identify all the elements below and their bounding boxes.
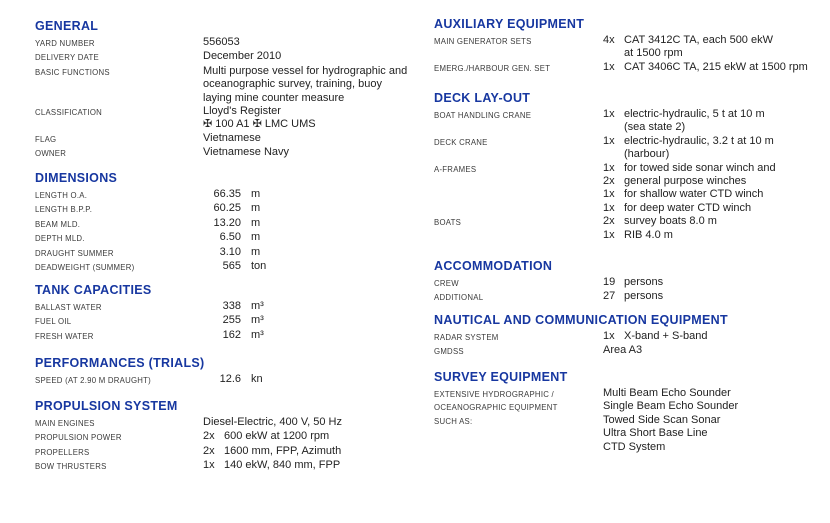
section-title: PERFORMANCES (TRIALS) bbox=[35, 356, 205, 370]
spec-value-line bbox=[603, 61, 826, 74]
value-text: Diesel-Electric, 400 V, 50 Hz bbox=[203, 416, 342, 428]
spec-value-line bbox=[203, 445, 427, 458]
section-deck-lay-out bbox=[434, 91, 826, 242]
spec-label: PROPULSION POWER bbox=[35, 433, 122, 443]
spec-value bbox=[603, 162, 826, 216]
spec-label: CREW bbox=[434, 279, 459, 288]
spec-value bbox=[203, 217, 427, 230]
spec-value bbox=[203, 202, 427, 215]
spec-value bbox=[203, 65, 427, 105]
spec-value-line bbox=[603, 229, 826, 242]
spec-row bbox=[434, 387, 826, 454]
value-text: 556053 bbox=[203, 36, 240, 48]
quantity: 1x bbox=[603, 161, 615, 174]
value-text: CTD System bbox=[603, 440, 666, 453]
spec-value-line bbox=[203, 78, 427, 91]
spec-row bbox=[35, 50, 427, 64]
spec-value-line bbox=[603, 330, 826, 343]
spec-label: BOW THRUSTERS bbox=[35, 462, 107, 472]
spec-value-line bbox=[203, 314, 427, 327]
spec-row bbox=[35, 329, 427, 343]
value-text: RIB 4.0 m bbox=[624, 228, 673, 241]
section-general bbox=[35, 19, 427, 161]
spec-value-line bbox=[203, 231, 427, 244]
spec-value bbox=[203, 329, 427, 342]
spec-value bbox=[203, 132, 427, 145]
spec-value-line bbox=[603, 414, 826, 427]
spec-value bbox=[603, 215, 826, 242]
spec-row bbox=[434, 276, 826, 290]
value-text: general purpose winches bbox=[624, 175, 747, 188]
value-number: 6.50 bbox=[219, 231, 241, 244]
spec-label: BOATS bbox=[434, 218, 462, 228]
spec-value-line bbox=[203, 188, 427, 201]
value-text: Vietnamese Navy bbox=[203, 146, 290, 159]
spec-value-line bbox=[203, 373, 427, 386]
spec-row bbox=[35, 217, 427, 231]
spec-label: YARD NUMBER bbox=[35, 39, 95, 48]
value-number: 255 bbox=[222, 314, 241, 327]
spec-value-line bbox=[203, 132, 427, 145]
value-text: survey boats 8.0 m bbox=[624, 215, 717, 228]
value-text: for deep water CTD winch bbox=[624, 201, 752, 214]
section-title: AUXILIARY EQUIPMENT bbox=[434, 17, 585, 31]
spec-value-line bbox=[603, 175, 826, 188]
spec-value-line bbox=[603, 121, 826, 134]
quantity bbox=[603, 148, 624, 161]
quantity: 1x bbox=[603, 108, 615, 120]
spec-label: MAIN GENERATOR SETS bbox=[434, 37, 532, 46]
spec-row bbox=[35, 459, 427, 473]
spec-row bbox=[35, 300, 427, 314]
value-number: 3.10 bbox=[219, 245, 241, 258]
spec-label: DELIVERY DATE bbox=[35, 53, 99, 63]
spec-label: BASIC FUNCTIONS bbox=[35, 67, 110, 77]
spec-label: CLASSIFICATION bbox=[35, 108, 103, 118]
quantity bbox=[603, 47, 624, 60]
spec-value bbox=[603, 108, 826, 135]
value-number: 60.25 bbox=[213, 202, 241, 215]
spec-value-line bbox=[603, 108, 826, 121]
spec-value-line bbox=[203, 260, 427, 273]
spec-value bbox=[203, 188, 427, 201]
spec-row bbox=[35, 430, 427, 444]
spec-row bbox=[35, 146, 427, 160]
spec-value-line bbox=[603, 47, 826, 60]
spec-label bbox=[434, 387, 603, 428]
value-text: Lloyd's Register bbox=[203, 105, 281, 118]
spec-value bbox=[203, 416, 427, 429]
spec-value bbox=[603, 344, 826, 357]
spec-value bbox=[203, 314, 427, 327]
spec-value-line bbox=[203, 146, 427, 159]
spec-label: SPEED (AT 2.90 M DRAUGHT) bbox=[35, 376, 152, 385]
value-unit: m³ bbox=[251, 300, 264, 312]
spec-value-line bbox=[603, 202, 826, 215]
value-text: Towed Side Scan Sonar bbox=[603, 413, 721, 426]
spec-label: DEPTH MLD. bbox=[35, 234, 85, 244]
spec-value-line bbox=[203, 65, 427, 78]
spec-label: GMDSS bbox=[434, 347, 464, 357]
quantity: 2x bbox=[203, 430, 215, 443]
section-title: DECK LAY-OUT bbox=[434, 91, 531, 105]
quantity: 1x bbox=[603, 60, 615, 73]
spec-value-line bbox=[203, 329, 427, 342]
section-title: NAUTICAL AND COMMUNICATION EQUIPMENT bbox=[434, 313, 728, 327]
value-text: CAT 3412C TA, each 500 ekW bbox=[624, 34, 773, 46]
spec-label: FRESH WATER bbox=[35, 331, 94, 341]
spec-row bbox=[434, 135, 826, 162]
quantity bbox=[603, 121, 624, 134]
value-text: 140 ekW, 840 mm, FPP bbox=[224, 459, 341, 472]
value-text: Multi Beam Echo Sounder bbox=[603, 387, 731, 399]
value-text: Area A3 bbox=[603, 344, 643, 357]
value-text: 600 ekW at 1200 rpm bbox=[224, 430, 330, 443]
spec-row bbox=[434, 330, 826, 344]
spec-label-line: SUCH AS: bbox=[434, 416, 473, 426]
spec-value-line bbox=[203, 50, 427, 63]
spec-row bbox=[35, 416, 427, 430]
spec-value-line bbox=[603, 188, 826, 201]
spec-row bbox=[35, 65, 427, 105]
spec-value-line bbox=[603, 427, 826, 440]
spec-value bbox=[203, 105, 427, 132]
spec-value-line bbox=[603, 135, 826, 148]
spec-value-line bbox=[603, 162, 826, 175]
quantity: 1x bbox=[603, 188, 615, 201]
value-text: for shallow water CTD winch bbox=[624, 188, 764, 201]
value-number: 162 bbox=[222, 328, 241, 341]
spec-label: RADAR SYSTEM bbox=[434, 333, 499, 342]
spec-value-line bbox=[603, 148, 826, 161]
spec-value bbox=[603, 290, 826, 303]
section-title: PROPULSION SYSTEM bbox=[35, 399, 178, 413]
value-text: (sea state 2) bbox=[624, 121, 686, 134]
spec-value bbox=[203, 445, 427, 458]
spec-label: BOAT HANDLING CRANE bbox=[434, 111, 532, 120]
spec-value-line bbox=[203, 118, 427, 131]
value-text: electric-hydraulic, 5 t at 10 m bbox=[624, 108, 765, 120]
spec-label: DRAUGHT SUMMER bbox=[35, 248, 114, 258]
spec-row bbox=[35, 36, 427, 50]
spec-value-line bbox=[603, 34, 826, 47]
spec-value-line bbox=[603, 290, 826, 303]
spec-value bbox=[203, 300, 427, 313]
value-unit: m bbox=[251, 202, 261, 215]
spec-label: LENGTH B.P.P. bbox=[35, 205, 93, 215]
section-propulsion-system bbox=[35, 399, 427, 474]
quantity: 1x bbox=[603, 330, 615, 342]
quantity: 19 bbox=[603, 276, 616, 288]
section-survey-equipment bbox=[434, 370, 826, 454]
section-title: ACCOMMODATION bbox=[434, 259, 553, 273]
quantity: 2x bbox=[203, 444, 215, 457]
spec-value bbox=[203, 373, 427, 386]
spec-value-line bbox=[603, 387, 826, 400]
spec-value-line bbox=[603, 215, 826, 228]
spec-row bbox=[35, 314, 427, 328]
spec-value bbox=[603, 276, 826, 289]
value-unit: m bbox=[251, 245, 261, 258]
spec-row bbox=[35, 105, 427, 132]
value-text: Multi purpose vessel for hydrographic and bbox=[203, 64, 408, 77]
right-column bbox=[434, 0, 826, 523]
quantity: 4x bbox=[603, 34, 615, 46]
section-nautical-and-communication-equipment bbox=[434, 313, 826, 359]
spec-row bbox=[35, 188, 427, 202]
value-unit: ton bbox=[251, 260, 267, 273]
value-number: 13.20 bbox=[213, 216, 241, 229]
spec-value bbox=[603, 61, 826, 74]
spec-value bbox=[603, 387, 826, 454]
spec-label: DEADWEIGHT (SUMMER) bbox=[35, 263, 135, 273]
spec-label: OWNER bbox=[35, 149, 67, 159]
spec-row bbox=[434, 344, 826, 358]
section-auxiliary-equipment bbox=[434, 17, 826, 75]
value-text: ✠ 100 A1 ✠ LMC UMS bbox=[203, 118, 316, 131]
value-text: (harbour) bbox=[624, 148, 670, 161]
spec-row bbox=[35, 231, 427, 245]
value-text: at 1500 rpm bbox=[624, 47, 683, 60]
spec-value bbox=[203, 430, 427, 443]
spec-value-line bbox=[603, 400, 826, 413]
spec-row bbox=[35, 246, 427, 260]
spec-value-line bbox=[203, 217, 427, 230]
spec-row bbox=[35, 373, 427, 387]
value-unit: m bbox=[251, 231, 261, 244]
value-unit: kn bbox=[251, 373, 263, 385]
spec-value-line bbox=[203, 459, 427, 472]
value-text: 1600 mm, FPP, Azimuth bbox=[224, 444, 342, 457]
spec-value bbox=[203, 260, 427, 273]
spec-value bbox=[203, 36, 427, 49]
section-dimensions bbox=[35, 171, 427, 274]
spec-value bbox=[203, 459, 427, 472]
spec-value-line bbox=[203, 36, 427, 49]
value-text: CAT 3406C TA, 215 ekW at 1500 rpm bbox=[624, 60, 808, 73]
value-number: 338 bbox=[222, 300, 241, 312]
value-text: oceanographic survey, training, buoy bbox=[203, 78, 382, 91]
value-text: laying mine counter measure bbox=[203, 91, 345, 104]
spec-label: BALLAST WATER bbox=[35, 303, 102, 312]
value-text: for towed side sonar winch and bbox=[624, 161, 776, 174]
section-title: DIMENSIONS bbox=[35, 171, 118, 185]
value-text: Single Beam Echo Sounder bbox=[603, 400, 739, 413]
section-performances-trials bbox=[35, 356, 427, 387]
value-text: persons bbox=[624, 276, 664, 288]
value-unit: m³ bbox=[251, 314, 264, 327]
spec-label: LENGTH O.A. bbox=[35, 191, 88, 200]
spec-label: PROPELLERS bbox=[35, 447, 90, 457]
spec-label: FLAG bbox=[35, 134, 57, 144]
spec-value-line bbox=[203, 246, 427, 259]
value-text: Ultra Short Base Line bbox=[603, 427, 708, 440]
spec-label: EMERG./HARBOUR GEN. SET bbox=[434, 63, 551, 73]
spec-value-line bbox=[603, 344, 826, 357]
spec-label: FUEL OIL bbox=[35, 317, 72, 327]
quantity: 27 bbox=[603, 290, 616, 303]
left-column bbox=[35, 0, 427, 523]
quantity: 1x bbox=[603, 228, 615, 241]
section-title: SURVEY EQUIPMENT bbox=[434, 370, 568, 384]
value-text: persons bbox=[624, 290, 664, 303]
spec-value bbox=[203, 231, 427, 244]
spec-label-line: OCEANOGRAPHIC EQUIPMENT bbox=[434, 403, 558, 413]
spec-value bbox=[603, 34, 826, 61]
section-tank-capacities bbox=[35, 283, 427, 343]
spec-row bbox=[35, 132, 427, 146]
quantity: 2x bbox=[603, 175, 615, 188]
spec-value bbox=[203, 50, 427, 63]
spec-row bbox=[35, 260, 427, 274]
spec-row bbox=[434, 108, 826, 135]
spec-value bbox=[203, 246, 427, 259]
spec-value bbox=[603, 330, 826, 343]
value-unit: m bbox=[251, 188, 261, 200]
spec-value-line bbox=[203, 202, 427, 215]
spec-label: BEAM MLD. bbox=[35, 219, 81, 229]
spec-label: DECK CRANE bbox=[434, 137, 488, 147]
spec-value-line bbox=[203, 300, 427, 313]
spec-label: ADDITIONAL bbox=[434, 293, 484, 303]
section-title: TANK CAPACITIES bbox=[35, 283, 152, 297]
spec-value-line bbox=[203, 105, 427, 118]
spec-value-line bbox=[603, 276, 826, 289]
spec-row bbox=[35, 445, 427, 459]
spec-label-line: EXTENSIVE HYDROGRAPHIC / bbox=[434, 390, 554, 399]
spec-value-line bbox=[203, 416, 427, 429]
spec-row bbox=[35, 202, 427, 216]
value-number: 66.35 bbox=[213, 188, 241, 200]
spec-value bbox=[603, 135, 826, 162]
spec-value-line bbox=[203, 430, 427, 443]
quantity: 1x bbox=[203, 459, 215, 472]
value-number: 565 bbox=[222, 260, 241, 273]
quantity: 1x bbox=[603, 201, 615, 214]
value-unit: m³ bbox=[251, 328, 264, 341]
value-number: 12.6 bbox=[219, 373, 241, 385]
quantity: 2x bbox=[603, 215, 615, 228]
spec-row bbox=[434, 290, 826, 304]
value-unit: m bbox=[251, 216, 261, 229]
section-accommodation bbox=[434, 259, 826, 305]
value-text: December 2010 bbox=[203, 50, 282, 63]
spec-row bbox=[434, 34, 826, 61]
value-text: Vietnamese bbox=[203, 131, 261, 144]
value-text: electric-hydraulic, 3.2 t at 10 m bbox=[624, 134, 774, 147]
spec-label: MAIN ENGINES bbox=[35, 419, 95, 428]
value-text: X-band + S-band bbox=[624, 330, 708, 342]
spec-value-line bbox=[203, 92, 427, 105]
spec-value-line bbox=[603, 441, 826, 454]
spec-value bbox=[203, 146, 427, 159]
spec-row bbox=[434, 162, 826, 216]
spec-row bbox=[434, 61, 826, 75]
section-title: GENERAL bbox=[35, 19, 99, 33]
spec-label: A-FRAMES bbox=[434, 164, 477, 174]
quantity: 1x bbox=[603, 134, 615, 147]
spec-row bbox=[434, 215, 826, 242]
